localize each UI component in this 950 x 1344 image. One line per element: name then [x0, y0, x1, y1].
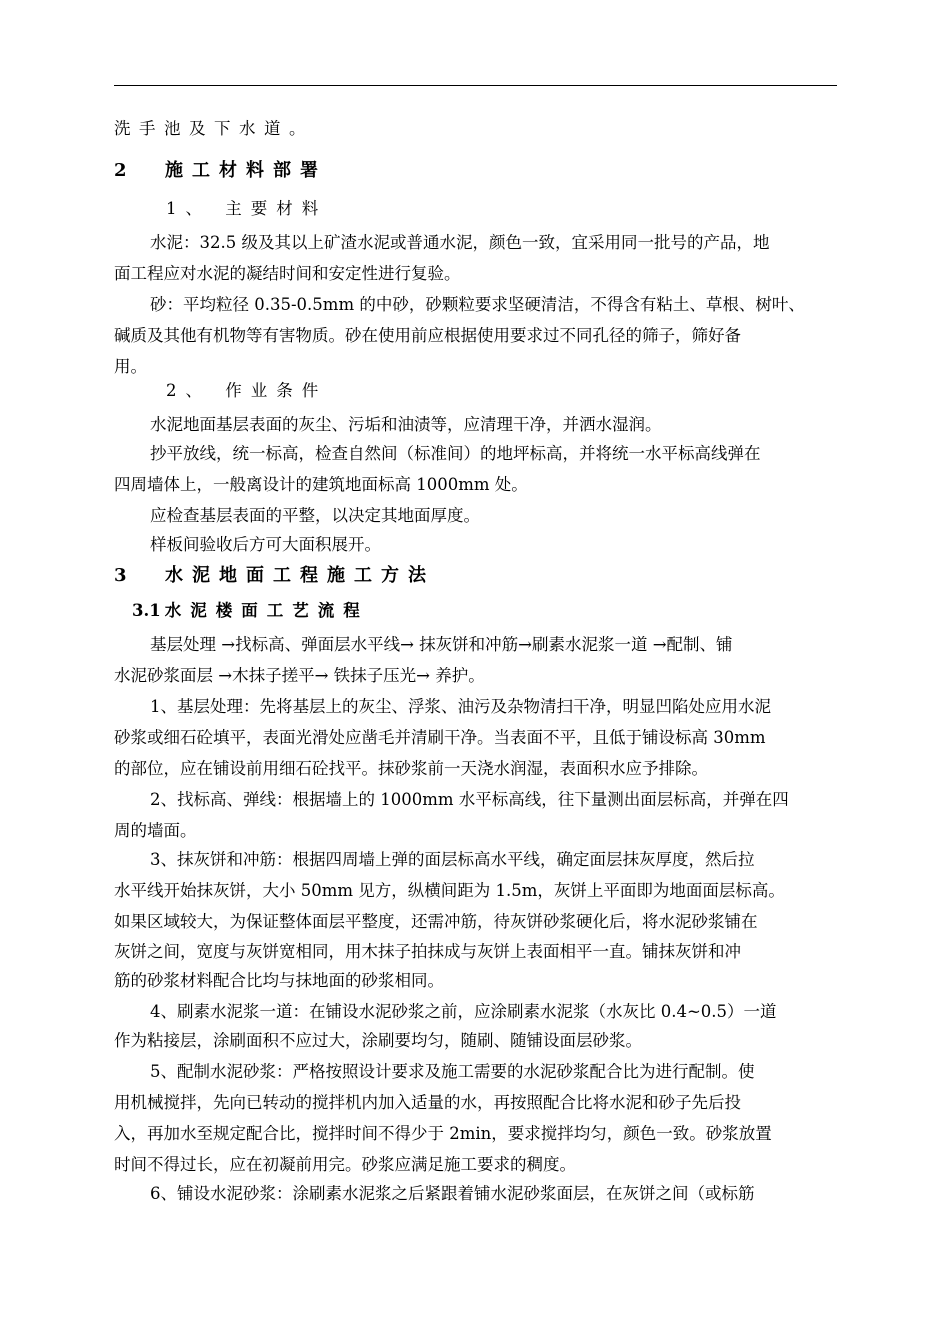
- body-line: 水泥地面基层表面的灰尘、污垢和油渍等，应清理干净，并洒水湿润。: [150, 415, 662, 434]
- body-line: 4、刷素水泥浆一道：在铺设水泥砂浆之前，应涂刷素水泥浆（水灰比 0.4~0.5）一道: [150, 1002, 777, 1021]
- body-line: 样板间验收后方可大面积展开。: [150, 535, 381, 554]
- body-line: 用。: [114, 357, 147, 376]
- body-line: 周的墙面。: [114, 821, 197, 840]
- body-line: 四周墙体上，一般离设计的建筑地面标高 1000mm 处。: [114, 475, 528, 494]
- body-line: 3、抹灰饼和冲筋：根据四周墙上弹的面层标高水平线，确定面层抹灰厚度，然后拉: [150, 850, 755, 869]
- subsection-title: 2、 作业条件: [166, 381, 328, 400]
- body-line: 抄平放线，统一标高，检查自然间（标准间）的地坪标高，并将统一水平标高线弹在: [150, 444, 761, 463]
- body-line: 面工程应对水泥的凝结时间和安定性进行复验。: [114, 264, 461, 283]
- body-line: 6、铺设水泥砂浆：涂刷素水泥浆之后紧跟着铺水泥砂浆面层，在灰饼之间（或标筋: [150, 1184, 755, 1203]
- section-number: 2: [114, 160, 127, 181]
- body-line: 灰饼之间，宽度与灰饼宽相同，用木抹子拍抹成与灰饼上表面相平一直。铺抹灰饼和冲: [114, 942, 741, 961]
- body-line: 入，再加水至规定配合比，搅拌时间不得少于 2min，要求搅拌均匀，颜色一致。砂浆放置: [114, 1124, 772, 1143]
- body-line: 的部位，应在铺设前用细石砼找平。抹砂浆前一天浇水润湿，表面积水应予排除。: [114, 759, 708, 778]
- body-line: 5、配制水泥砂浆：严格按照设计要求及施工需要的水泥砂浆配合比为进行配制。使: [150, 1062, 755, 1081]
- body-line: 2、找标高、弹线：根据墙上的 1000mm 水平标高线，往下量测出面层标高，并弹在四: [150, 790, 789, 809]
- body-line: 砂浆或细石砼填平，表面光滑处应凿毛并清刷干净。当表面不平，且低于铺设标高 30mm: [114, 728, 766, 747]
- section-heading: [114, 565, 435, 587]
- body-line: 水泥砂浆面层 →木抹子搓平→ 铁抹子压光→ 养护。: [114, 666, 485, 685]
- body-line: 作为粘接层，涂刷面积不应过大，涂刷要均匀，随刷、随铺设面层砂浆。: [114, 1031, 642, 1050]
- body-line: 时间不得过长，应在初凝前用完。砂浆应满足施工要求的稠度。: [114, 1155, 576, 1174]
- body-line: 基层处理 →找标高、弹面层水平线→ 抹灰饼和冲筋→刷素水泥浆一道 →配制、铺: [150, 635, 733, 654]
- body-line: 应检查基层表面的平整，以决定其地面厚度。: [150, 506, 480, 525]
- body-line: 用机械搅拌，先向已转动的搅拌机内加入适量的水，再按照配合比将水泥和砂子先后投: [114, 1093, 741, 1112]
- subsection-title: 1、 主要材料: [166, 199, 328, 218]
- section-title: 施工材料部署: [165, 160, 327, 181]
- body-line: 筋的砂浆材料配合比均与抹地面的砂浆相同。: [114, 971, 444, 990]
- subsection-number: 3.1: [132, 601, 161, 620]
- section-heading: [114, 160, 327, 182]
- header-rule: [114, 85, 837, 86]
- body-line: 砂：平均粒径 0.35-0.5mm 的中砂，砂颗粒要求坚硬清洁，不得含有粘土、草根、树叶、: [150, 295, 805, 314]
- subsection-heading: [132, 600, 369, 622]
- body-line: 1、基层处理：先将基层上的灰尘、浮浆、油污及杂物清扫干净，明显凹陷处应用水泥: [150, 697, 771, 716]
- body-line: 水平线开始抹灰饼，大小 50mm 见方，纵横间距为 1.5m，灰饼上平面即为地面面层标高。: [114, 881, 785, 900]
- section-number: 3: [114, 565, 127, 586]
- body-line: 如果区域较大，为保证整体面层平整度，还需冲筋，待灰饼砂浆硬化后，将水泥砂浆铺在: [114, 912, 758, 931]
- subsection-heading-title: 水泥楼面工艺流程: [164, 601, 369, 620]
- body-line: 洗手池及下水道。: [114, 119, 314, 138]
- section-title: 水泥地面工程施工方法: [165, 565, 435, 586]
- body-line: 水泥：32.5 级及其以上矿渣水泥或普通水泥，颜色一致，宜采用同一批号的产品，地: [150, 233, 770, 252]
- body-line: 碱质及其他有机物等有害物质。砂在使用前应根据使用要求过不同孔径的筛子，筛好备: [114, 326, 741, 345]
